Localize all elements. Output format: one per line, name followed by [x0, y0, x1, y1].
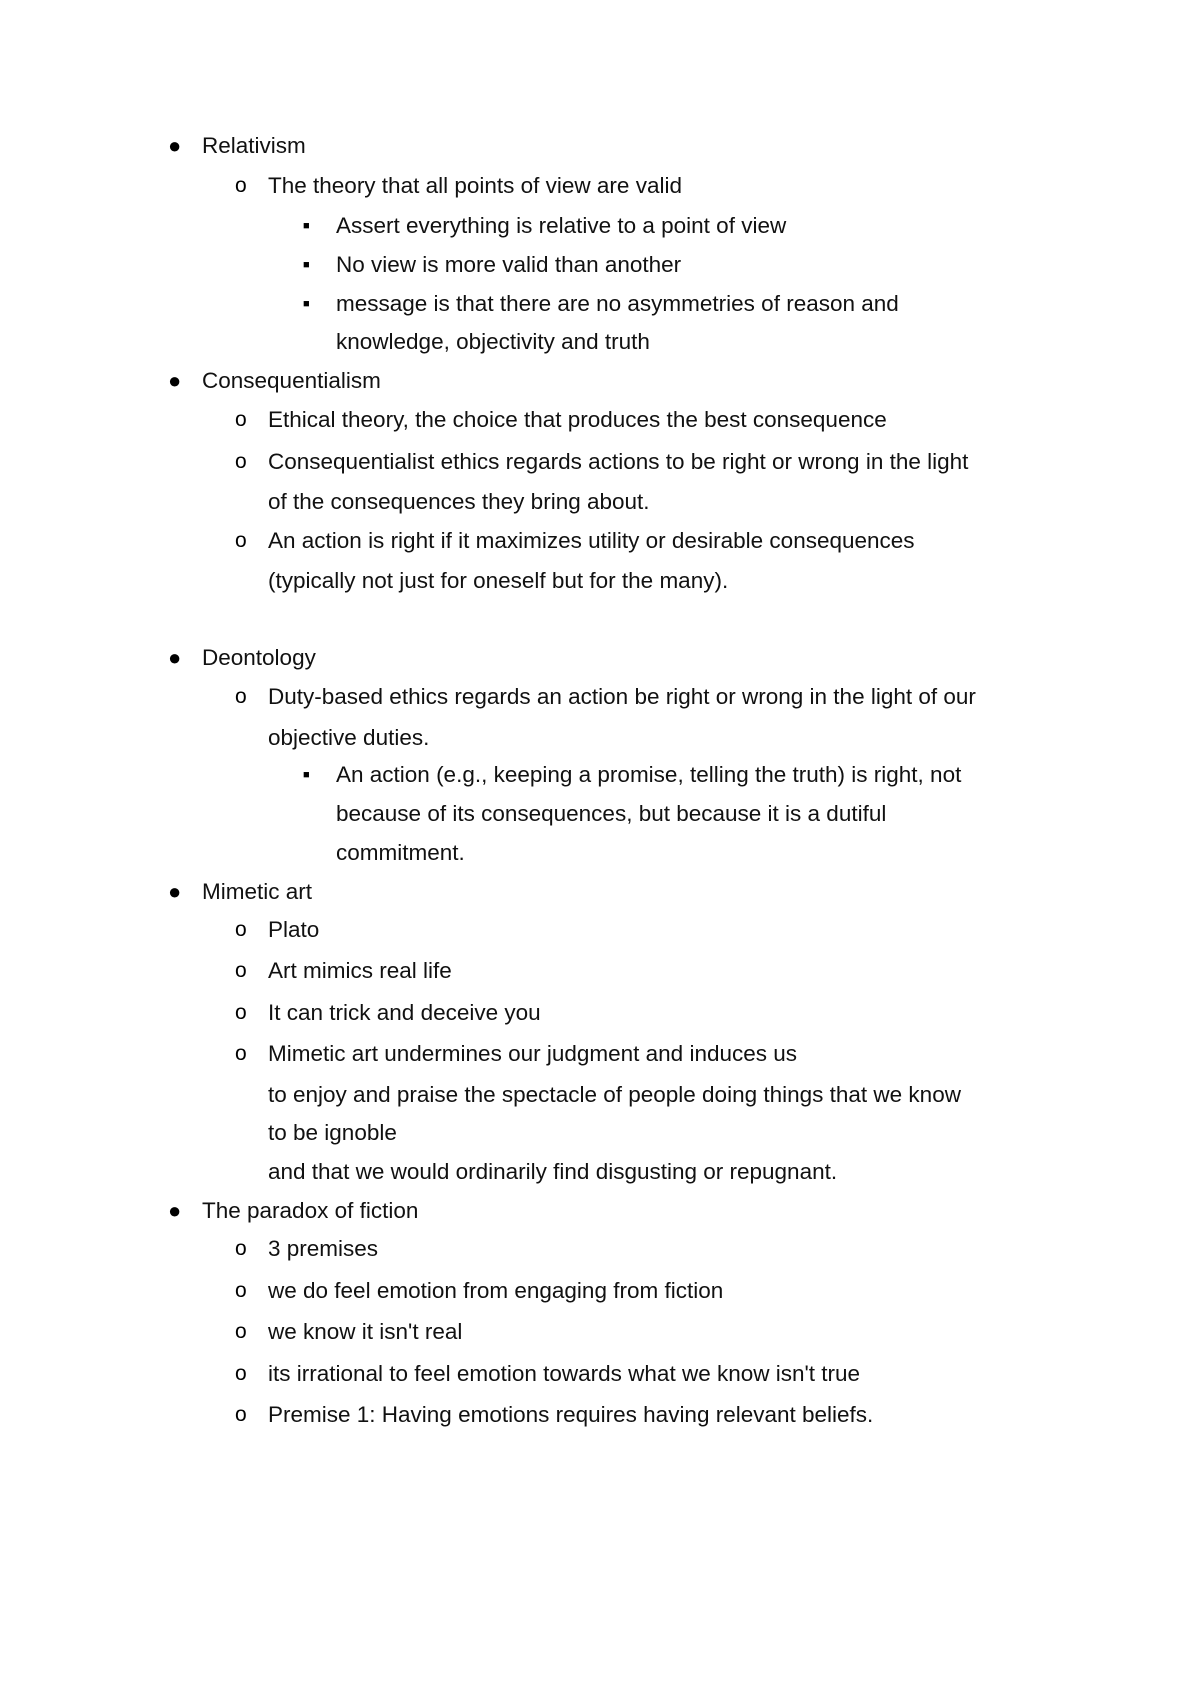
- list-item-text-continued: to enjoy and praise the spectacle of people doing things that we know: [268, 1082, 961, 1107]
- list-item-text: An action is right if it maximizes utility or desirable consequences: [268, 528, 915, 553]
- bullet-circle-icon: o: [235, 1362, 247, 1385]
- list-item-text-continued: (typically not just for oneself but for the many).: [268, 568, 729, 593]
- sub-item-text: Assert everything is relative to a point of view: [336, 213, 787, 238]
- list-item-text: 3 premises: [268, 1236, 379, 1261]
- bullet-circle-icon: o: [235, 1001, 247, 1024]
- list-item-text: Premise 1: Having emotions requires having relevant beliefs.: [268, 1402, 874, 1427]
- sub-item-text: message is that there are no asymmetries of reason and: [336, 291, 899, 316]
- bullet-circle-icon: o: [235, 450, 247, 473]
- bullet-circle-icon: o: [235, 1320, 247, 1343]
- bullet-circle-icon: o: [235, 959, 247, 982]
- list-item-text: Mimetic art undermines our judgment and induces us: [268, 1041, 798, 1066]
- section-heading: Relativism: [202, 133, 306, 158]
- bullet-disc-icon: ●: [168, 368, 182, 393]
- bullet-disc-icon: ●: [168, 133, 182, 158]
- bullet-circle-icon: o: [235, 529, 247, 552]
- bullet-circle-icon: o: [235, 685, 247, 708]
- section-heading: Consequentialism: [202, 368, 381, 393]
- list-item-text: its irrational to feel emotion towards what we know isn't true: [268, 1361, 861, 1386]
- section-heading: Deontology: [202, 645, 316, 670]
- list-item-text: Plato: [268, 917, 320, 942]
- bullet-disc-icon: ●: [168, 645, 182, 670]
- sub-item-text-continued: knowledge, objectivity and truth: [336, 329, 650, 354]
- section-heading: Mimetic art: [202, 879, 313, 904]
- list-item-text: we do feel emotion from engaging from fiction: [268, 1278, 724, 1303]
- bullet-circle-icon: o: [235, 174, 247, 197]
- sub-item-text-continued: commitment.: [336, 840, 465, 865]
- bullet-square-icon: ■: [303, 769, 310, 781]
- list-item-text: Art mimics real life: [268, 958, 452, 983]
- sub-item-text: An action (e.g., keeping a promise, telling the truth) is right, not: [336, 762, 962, 787]
- bullet-circle-icon: o: [235, 1279, 247, 1302]
- list-item-text: we know it isn't real: [268, 1319, 463, 1344]
- bullet-disc-icon: ●: [168, 879, 182, 904]
- bullet-circle-icon: o: [235, 408, 247, 431]
- bullet-circle-icon: o: [235, 918, 247, 941]
- list-item-text-continued: and that we would ordinarily find disgusting or repugnant.: [268, 1159, 838, 1184]
- list-item-text: Duty-based ethics regards an action be right or wrong in the light of our: [268, 684, 976, 709]
- list-item-text: The theory that all points of view are valid: [268, 173, 682, 198]
- section-heading: The paradox of fiction: [202, 1198, 419, 1223]
- list-item-text: Consequentialist ethics regards actions to be right or wrong in the light: [268, 449, 969, 474]
- list-item-text-continued: objective duties.: [268, 725, 430, 750]
- bullet-square-icon: ■: [303, 220, 310, 232]
- list-item-text-continued: to be ignoble: [268, 1120, 397, 1145]
- sub-item-text: No view is more valid than another: [336, 252, 682, 277]
- bullet-circle-icon: o: [235, 1237, 247, 1260]
- list-item-text-continued: of the consequences they bring about.: [268, 489, 650, 514]
- list-item-text: Ethical theory, the choice that produces the best consequence: [268, 407, 887, 432]
- bullet-square-icon: ■: [303, 259, 310, 271]
- bullet-circle-icon: o: [235, 1403, 247, 1426]
- bullet-disc-icon: ●: [168, 1198, 182, 1223]
- bullet-circle-icon: o: [235, 1042, 247, 1065]
- list-item-text: It can trick and deceive you: [268, 1000, 541, 1025]
- sub-item-text-continued: because of its consequences, but because it is a dutiful: [336, 801, 887, 826]
- bullet-square-icon: ■: [303, 298, 310, 310]
